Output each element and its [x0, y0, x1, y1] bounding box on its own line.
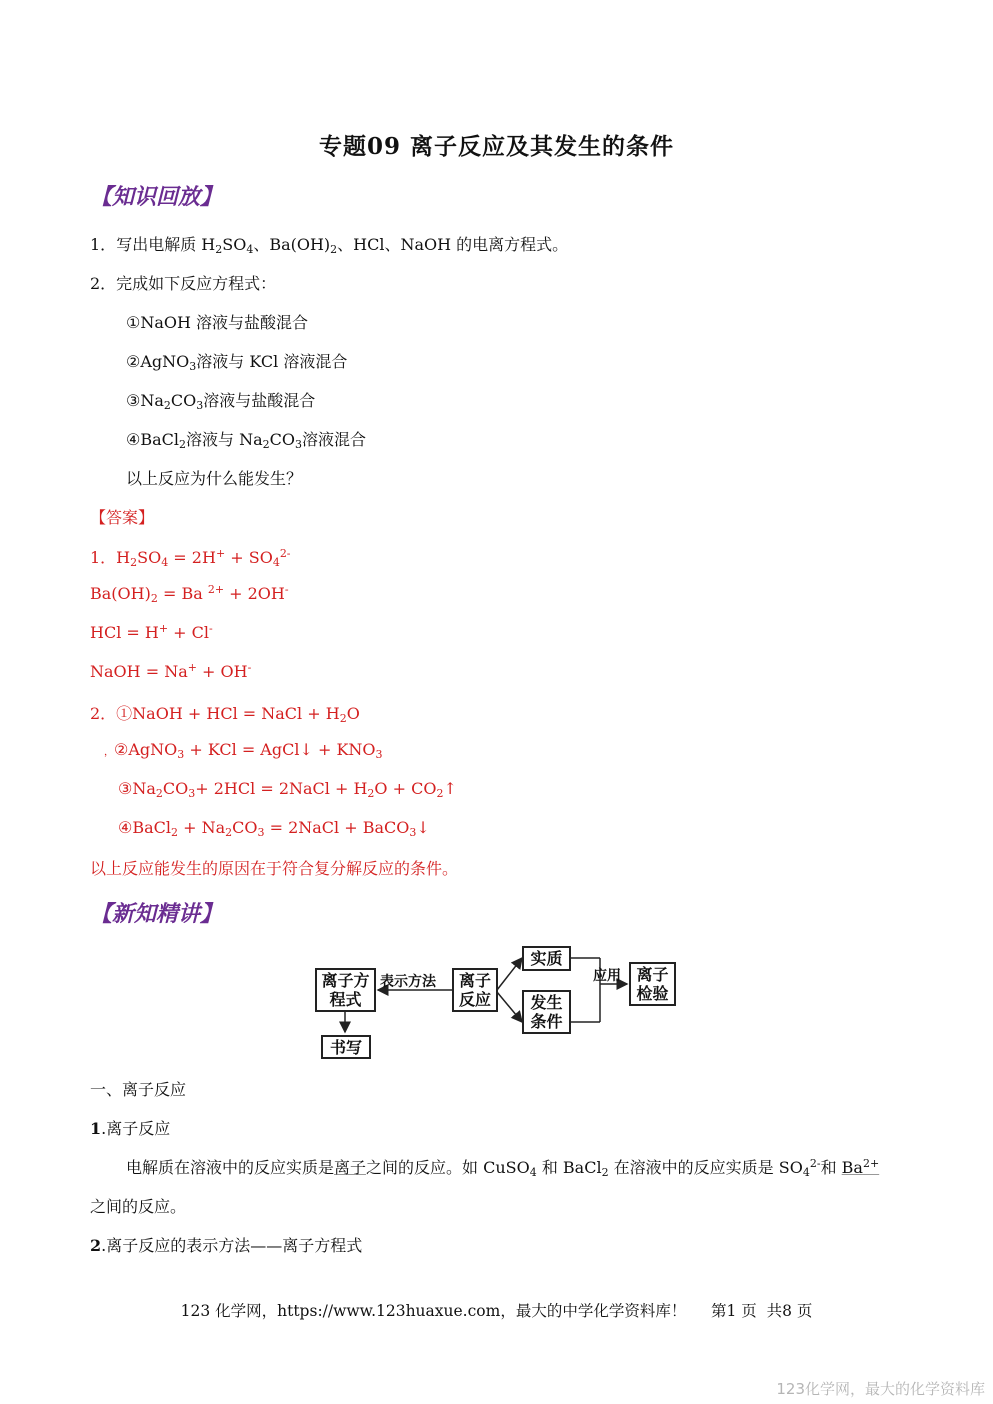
subsection-1-title: 1.离子反应 — [90, 1119, 171, 1138]
page-title: 专题09 离子反应及其发生的条件 — [318, 133, 674, 160]
review-question: 以上反应为什么能发生？ — [126, 469, 303, 488]
label-express-method: 表示方法 — [380, 974, 436, 990]
reaction-4: ④BaCl$_2$溶液与 $Na_2CO_3$溶液混合 — [126, 430, 367, 451]
arrow-condition — [497, 992, 522, 1022]
section-heading-new: 【新知精讲】 — [90, 901, 223, 927]
answer-eq-4: NaOH = Na+ + OH- — [90, 661, 252, 681]
answer-reason: 以上反应能发生的原因在于符合复分解反应的条件。 — [90, 859, 459, 878]
answer-reaction-3: $③Na_2CO_3+ 2HCl$ = 2NaCl + $H_2O$ + $CO_2↑$ — [118, 779, 457, 800]
answer-eq-3: HCl = H+ + Cl- — [90, 622, 213, 642]
reaction-1: ①NaOH 溶液与盐酸混合 — [126, 313, 309, 332]
answer-reaction-2: ，②AgNO$_3$ + KCl = AgCl↓ + $KNO_3$ — [104, 740, 383, 761]
page-footer: 123 化学网，https://www.123huaxue.com，最大的中学化学资料库！ 第1 页 共8 页 — [180, 1302, 813, 1320]
answer-eq-2: $Ba(OH)_2 = Ba$ $^{2+}$ + 2OH- — [90, 583, 289, 605]
arrow-essence — [497, 958, 522, 990]
section-heading-review: 【知识回放】 — [90, 184, 223, 210]
box-essence: 实质 — [522, 946, 571, 971]
subsection-2-title: 2.离子反应的表示方法——离子方程式 — [90, 1236, 363, 1255]
box-write: 书写 — [321, 1035, 371, 1059]
answer-eq-1: 1．$H_2SO_4 = 2H^+ + SO_4^{2-}$ — [90, 547, 291, 569]
paragraph-line-2: 之间的反应。 — [90, 1197, 187, 1216]
question-1: 1．写出电解质 $H_2SO_4$、$Ba(OH)_2$、HCl、NaOH 的电离方程式。 — [90, 235, 569, 256]
answer-heading: 【答案】 — [90, 508, 155, 527]
concept-diagram — [300, 940, 690, 1065]
reaction-2: ②AgNO$_3$溶液与 KCl 溶液混合 — [126, 352, 348, 373]
question-2: 2．完成如下反应方程式： — [90, 274, 277, 293]
box-condition: 发生 条件 — [522, 990, 571, 1034]
label-apply: 应用 — [593, 968, 621, 984]
box-ion-test: 离子 检验 — [629, 962, 676, 1006]
answer-reaction-4: ④BaCl$_2$ + $Na_2CO_3$ = 2NaCl + BaCO$_3$↓ — [118, 818, 430, 839]
paragraph-line-1: 电解质在溶液中的反应实质是离子之间的反应。如 CuSO$_4$ 和 BaCl$_2$ 在溶液中的反应实质是 $SO_4^{2-}$和 $Ba^{2+}$ — [126, 1157, 880, 1179]
answer-reaction-1: 2．①NaOH + HCl = NaCl + $H_2O$ — [90, 704, 360, 725]
section-1-title: 一、离子反应 — [90, 1080, 187, 1099]
box-ion-equation: 离子方 程式 — [315, 968, 376, 1012]
reaction-3: $③Na_2CO_3$溶液与盐酸混合 — [126, 391, 316, 412]
box-ion-reaction: 离子 反应 — [452, 968, 498, 1012]
watermark: 123化学网，最大的化学资料库 — [776, 1380, 985, 1398]
